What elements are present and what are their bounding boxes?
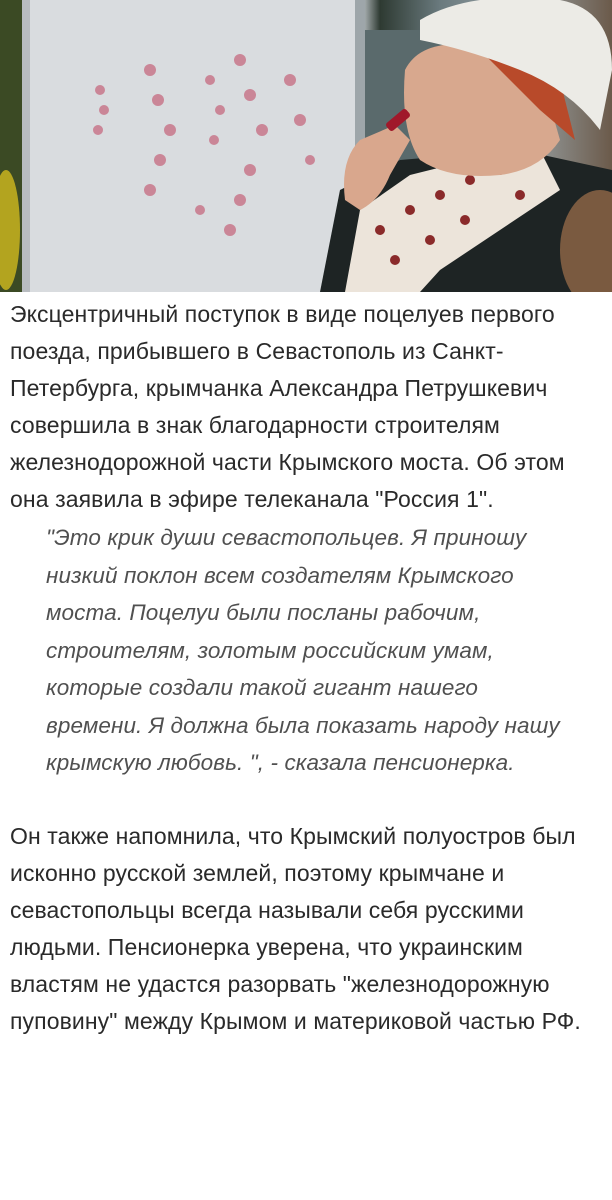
article-photo [0,0,612,292]
article-paragraph-1: Эксцентричный поступок в виде поцелуев первого поезда, прибывшего в Севастополь из Санкт-Петербурга, крымчанка Александра Петрушкевич совершила в знак благодарности строителям железнодорожной части Крымского моста. Об этом она заявила в эфире телеканала "Россия 1". [10,301,565,512]
article-quote: "Это крик души севастопольцев. Я приношу низкий поклон всем создателям Крымского моста. Поцелуи были посланы рабочим, строителям, золотым российским умам, которые создали такой гигант нашего времени. Я должна была показать народу нашу крымскую любовь. ", - сказала пенсионерка. [46,525,560,775]
article-body [0,296,612,1040]
photo-woman-kissing-train-icon [0,0,612,292]
article-paragraph-2: Он также напомнила, что Крымский полуостров был исконно русской землей, поэтому крымчане и севастопольцы всегда называли себя русскими людьми. Пенсионерка уверена, что украинским властям не удастся разорвать "железнодорожную пуповину" между Крымом и материковой частью РФ. [10,822,581,1034]
